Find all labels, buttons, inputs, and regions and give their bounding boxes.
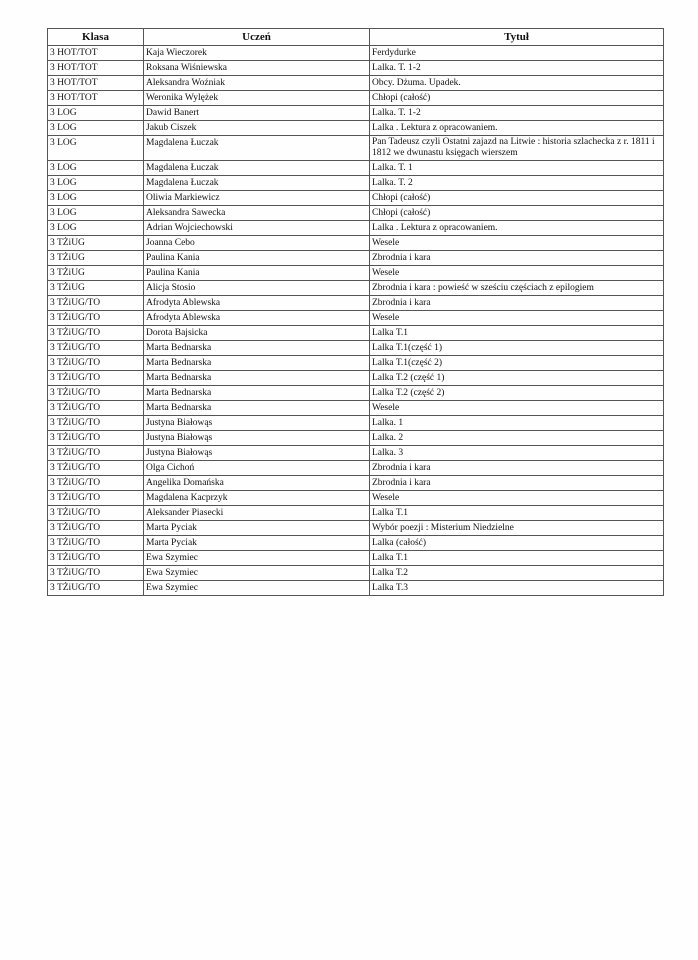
table-row [48, 46, 664, 61]
student-cell: Afrodyta Ablewska [144, 311, 370, 326]
student-cell: Afrodyta Ablewska [144, 296, 370, 311]
class-cell: 3 TŻiUG/TO [48, 371, 144, 386]
table-row [48, 76, 664, 91]
class-cell: 3 TŻiUG/TO [48, 296, 144, 311]
title-cell: Zbrodnia i kara : powieść w sześciu częściach z epilogiem [370, 281, 664, 296]
title-cell: Zbrodnia i kara [370, 251, 664, 266]
student-cell: Olga Cichoń [144, 461, 370, 476]
title-cell: Lalka. 3 [370, 446, 664, 461]
column-header-title: Tytuł [370, 29, 664, 46]
student-cell: Joanna Cebo [144, 236, 370, 251]
student-cell: Magdalena Łuczak [144, 176, 370, 191]
table-row [48, 91, 664, 106]
title-cell: Lalka T.3 [370, 581, 664, 596]
student-cell: Aleksandra Woźniak [144, 76, 370, 91]
column-header-class: Klasa [48, 29, 144, 46]
class-cell: 3 TŻiUG/TO [48, 536, 144, 551]
title-cell: Lalka. T. 1-2 [370, 61, 664, 76]
title-cell: Lalka. 2 [370, 431, 664, 446]
table-row [48, 221, 664, 236]
student-cell: Aleksander Piasecki [144, 506, 370, 521]
table-row [48, 416, 664, 431]
student-cell: Justyna Białowąs [144, 431, 370, 446]
title-cell: Lalka T.1 [370, 326, 664, 341]
title-cell: Zbrodnia i kara [370, 476, 664, 491]
class-cell: 3 TŻiUG/TO [48, 551, 144, 566]
class-cell: 3 HOT/TOT [48, 61, 144, 76]
student-cell: Marta Bednarska [144, 371, 370, 386]
table-row [48, 266, 664, 281]
class-cell: 3 TŻiUG/TO [48, 326, 144, 341]
class-cell: 3 TŻiUG [48, 251, 144, 266]
title-cell: Wesele [370, 401, 664, 416]
title-cell: Obcy. Dżuma. Upadek. [370, 76, 664, 91]
student-cell: Ewa Szymiec [144, 581, 370, 596]
student-cell: Justyna Białowąs [144, 416, 370, 431]
student-cell: Ewa Szymiec [144, 551, 370, 566]
class-cell: 3 LOG [48, 121, 144, 136]
class-cell: 3 TŻiUG [48, 281, 144, 296]
table-row [48, 401, 664, 416]
title-cell: Lalka . Lektura z opracowaniem. [370, 221, 664, 236]
title-cell: Lalka. 1 [370, 416, 664, 431]
table-header-row [48, 29, 664, 46]
student-cell: Magdalena Kacprzyk [144, 491, 370, 506]
class-cell: 3 TŻiUG/TO [48, 356, 144, 371]
class-cell: 3 LOG [48, 206, 144, 221]
student-cell: Angelika Domańska [144, 476, 370, 491]
title-cell: Chłopi (całość) [370, 191, 664, 206]
title-cell: Lalka. T. 1-2 [370, 106, 664, 121]
table-row [48, 191, 664, 206]
table-row [48, 356, 664, 371]
class-cell: 3 TŻiUG/TO [48, 431, 144, 446]
student-cell: Marta Pyciak [144, 536, 370, 551]
title-cell: Chłopi (całość) [370, 91, 664, 106]
student-cell: Paulina Kania [144, 266, 370, 281]
table-row [48, 176, 664, 191]
title-cell: Lalka T.2 [370, 566, 664, 581]
table-row [48, 206, 664, 221]
table-row [48, 551, 664, 566]
title-cell: Lalka T.1(część 1) [370, 341, 664, 356]
student-cell: Dawid Banert [144, 106, 370, 121]
title-cell: Wybór poezji : Misterium Niedzielne [370, 521, 664, 536]
table-row [48, 236, 664, 251]
table-row [48, 311, 664, 326]
class-cell: 3 TŻiUG/TO [48, 581, 144, 596]
student-cell: Weronika Wylężek [144, 91, 370, 106]
student-cell: Marta Pyciak [144, 521, 370, 536]
column-header-student: Uczeń [144, 29, 370, 46]
book-list-table [47, 28, 664, 596]
table-row [48, 386, 664, 401]
class-cell: 3 TŻiUG/TO [48, 461, 144, 476]
class-cell: 3 TŻiUG/TO [48, 386, 144, 401]
student-cell: Magdalena Łuczak [144, 161, 370, 176]
student-cell: Oliwia Markiewicz [144, 191, 370, 206]
class-cell: 3 TŻiUG/TO [48, 446, 144, 461]
class-cell: 3 LOG [48, 191, 144, 206]
student-cell: Dorota Bajsicka [144, 326, 370, 341]
class-cell: 3 TŻiUG/TO [48, 506, 144, 521]
table-row [48, 506, 664, 521]
student-cell: Marta Bednarska [144, 401, 370, 416]
table-row [48, 371, 664, 386]
class-cell: 3 TŻiUG/TO [48, 566, 144, 581]
table-row [48, 296, 664, 311]
title-cell: Wesele [370, 236, 664, 251]
table-row [48, 326, 664, 341]
title-cell: Chłopi (całość) [370, 206, 664, 221]
table-row [48, 581, 664, 596]
student-cell: Adrian Wojciechowski [144, 221, 370, 236]
student-cell: Alicja Stosio [144, 281, 370, 296]
student-cell: Roksana Wiśniewska [144, 61, 370, 76]
class-cell: 3 TŻiUG/TO [48, 491, 144, 506]
class-cell: 3 TŻiUG [48, 266, 144, 281]
student-cell: Marta Bednarska [144, 386, 370, 401]
table-row [48, 281, 664, 296]
student-cell: Justyna Białowąs [144, 446, 370, 461]
table-row [48, 521, 664, 536]
table-row [48, 341, 664, 356]
title-cell: Wesele [370, 311, 664, 326]
table-row [48, 121, 664, 136]
table-row [48, 491, 664, 506]
class-cell: 3 LOG [48, 136, 144, 161]
table-row [48, 161, 664, 176]
table-row [48, 476, 664, 491]
title-cell: Zbrodnia i kara [370, 461, 664, 476]
student-cell: Jakub Ciszek [144, 121, 370, 136]
table-row [48, 136, 664, 161]
title-cell: Lalka. T. 2 [370, 176, 664, 191]
title-cell: Zbrodnia i kara [370, 296, 664, 311]
class-cell: 3 TŻiUG/TO [48, 341, 144, 356]
class-cell: 3 TŻiUG [48, 236, 144, 251]
class-cell: 3 TŻiUG/TO [48, 521, 144, 536]
student-cell: Marta Bednarska [144, 356, 370, 371]
table-row [48, 61, 664, 76]
title-cell: Pan Tadeusz czyli Ostatni zajazd na Litwie : historia szlachecka z r. 1811 i 1812 we dwunastu księgach wierszem [370, 136, 664, 161]
title-cell: Lalka T.2 (część 2) [370, 386, 664, 401]
table-row [48, 446, 664, 461]
class-cell: 3 LOG [48, 221, 144, 236]
student-cell: Magdalena Łuczak [144, 136, 370, 161]
class-cell: 3 LOG [48, 176, 144, 191]
student-cell: Aleksandra Sawecka [144, 206, 370, 221]
title-cell: Wesele [370, 491, 664, 506]
class-cell: 3 TŻiUG/TO [48, 476, 144, 491]
class-cell: 3 LOG [48, 106, 144, 121]
student-cell: Kaja Wieczorek [144, 46, 370, 61]
student-cell: Paulina Kania [144, 251, 370, 266]
class-cell: 3 HOT/TOT [48, 91, 144, 106]
title-cell: Lalka T.1 [370, 506, 664, 521]
title-cell: Wesele [370, 266, 664, 281]
title-cell: Ferdydurke [370, 46, 664, 61]
table-row [48, 536, 664, 551]
table-row [48, 461, 664, 476]
title-cell: Lalka . Lektura z opracowaniem. [370, 121, 664, 136]
title-cell: Lalka. T. 1 [370, 161, 664, 176]
book-list-sheet [47, 28, 663, 596]
class-cell: 3 LOG [48, 161, 144, 176]
table-row [48, 106, 664, 121]
title-cell: Lalka T.1(część 2) [370, 356, 664, 371]
class-cell: 3 HOT/TOT [48, 46, 144, 61]
class-cell: 3 HOT/TOT [48, 76, 144, 91]
title-cell: Lalka T.1 [370, 551, 664, 566]
title-cell: Lalka T.2 (część 1) [370, 371, 664, 386]
table-row [48, 251, 664, 266]
class-cell: 3 TŻiUG/TO [48, 401, 144, 416]
class-cell: 3 TŻiUG/TO [48, 416, 144, 431]
class-cell: 3 TŻiUG/TO [48, 311, 144, 326]
table-row [48, 431, 664, 446]
student-cell: Ewa Szymiec [144, 566, 370, 581]
student-cell: Marta Bednarska [144, 341, 370, 356]
table-row [48, 566, 664, 581]
title-cell: Lalka (całość) [370, 536, 664, 551]
